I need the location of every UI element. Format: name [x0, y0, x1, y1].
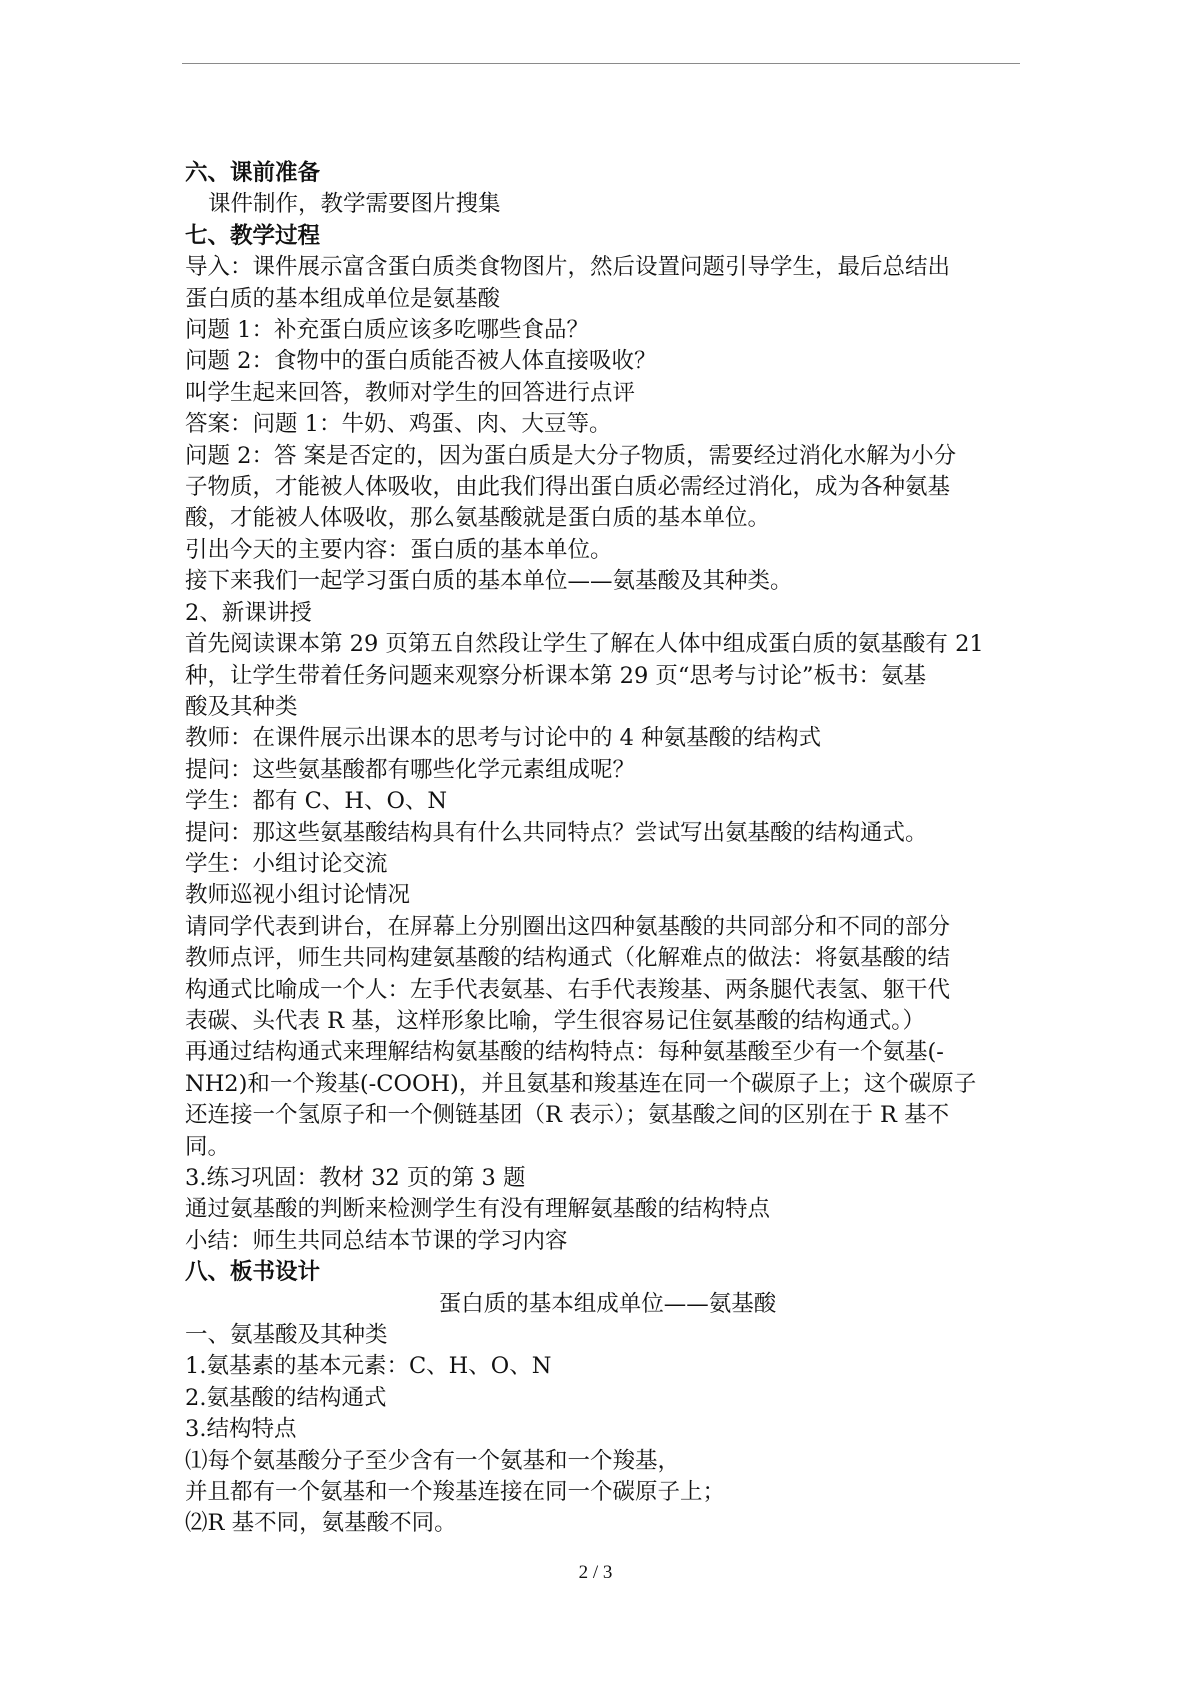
section-heading-preparation: 六、课前准备: [185, 160, 321, 186]
text-line: 3.结构特点: [185, 1416, 297, 1443]
section-heading-board-design: 八、板书设计: [185, 1259, 321, 1286]
text-line: 3.练习巩固：教材 32 页的第 3 题: [185, 1165, 526, 1191]
text-line: 表碳、头代表 R 基，这样形象比喻，学生很容易记住氨基酸的结构通式。）: [185, 1007, 925, 1034]
text-line: 问题 1：补充蛋白质应该多吃哪些食品？: [185, 317, 589, 344]
text-line: 问题 2：食物中的蛋白质能否被人体直接吸收？: [185, 348, 657, 375]
text-line: 1.氨基素的基本元素：C、H、O、N: [185, 1353, 552, 1380]
text-line: 答案：问题 1：牛奶、鸡蛋、肉、大豆等。: [185, 411, 612, 438]
text-line: 问题 2：答 案是否定的，因为蛋白质是大分子物质，需要经过消化水解为小分: [185, 442, 957, 469]
text-line: 种，让学生带着任务问题来观察分析课本第 29 页“思考与讨论”板书：氨基: [185, 662, 926, 689]
text-line: 酸，才能被人体吸收，那么氨基酸就是蛋白质的基本单位。: [185, 505, 771, 532]
text-line: 一、氨基酸及其种类: [185, 1322, 388, 1349]
board-title: 蛋白质的基本组成单位——氨基酸: [438, 1290, 777, 1317]
text-line: 教师点评，师生共同构建氨基酸的结构通式（化解难点的做法：将氨基酸的结: [185, 945, 951, 972]
text-line: 2.氨基酸的结构通式: [185, 1384, 387, 1411]
text-line: 同。: [185, 1133, 231, 1160]
text-line: 提问：那这些氨基酸结构具有什么共同特点？尝试写出氨基酸的结构通式。: [185, 819, 928, 846]
text-line: 教师：在课件展示出课本的思考与讨论中的 4 种氨基酸的结构式: [185, 725, 822, 752]
text-line: 再通过结构通式来理解结构氨基酸的结构特点：每种氨基酸至少有一个氨基(-: [185, 1039, 944, 1066]
text-line: 引出今天的主要内容：蛋白质的基本单位。: [185, 536, 613, 563]
text-line: 通过氨基酸的判断来检测学生有没有理解氨基酸的结构特点: [185, 1196, 771, 1223]
text-line: 还连接一个氢原子和一个侧链基团（R 表示）；氨基酸之间的区别在于 R 基不: [185, 1102, 950, 1129]
document-body: [185, 158, 1020, 1540]
text-line: 请同学代表到讲台，在屏幕上分别圈出这四种氨基酸的共同部分和不同的部分: [185, 913, 951, 940]
text-line: 学生：都有 C、H、O、N: [185, 788, 448, 815]
text-line: 并且都有一个氨基和一个羧基连接在同一个碳原子上；: [185, 1479, 726, 1506]
text-line: 酸及其种类: [185, 693, 298, 720]
text-line: 教师巡视小组讨论情况: [185, 882, 411, 909]
text-line: 小结：师生共同总结本节课的学习内容: [185, 1227, 568, 1254]
text-line: ⑴每个氨基酸分子至少含有一个氨基和一个羧基，: [185, 1447, 681, 1474]
section-heading-teaching-process: 七、教学过程: [185, 222, 321, 249]
header-rule: [182, 63, 1020, 64]
text-line: 接下来我们一起学习蛋白质的基本单位——氨基酸及其种类。: [185, 568, 793, 595]
text-line: 构通式比喻成一个人：左手代表氨基、右手代表羧基、两条腿代表氢、躯干代: [185, 976, 951, 1003]
text-line: 学生：小组讨论交流: [185, 850, 388, 877]
text-line: ⑵R 基不同，氨基酸不同。: [185, 1510, 457, 1537]
text-line: 2、新课讲授: [185, 599, 312, 626]
text-line: 首先阅读课本第 29 页第五自然段让学生了解在人体中组成蛋白质的氨基酸有 21: [185, 631, 984, 658]
text-line: 子物质，才能被人体吸收，由此我们得出蛋白质必需经过消化，成为各种氨基: [185, 474, 951, 501]
text-line: 提问：这些氨基酸都有哪些化学元素组成呢？: [185, 756, 636, 783]
text-line: 蛋白质的基本组成单位是氨基酸: [185, 285, 501, 312]
page-number: 2 / 3: [578, 1562, 613, 1583]
text-line: 叫学生起来回答，教师对学生的回答进行点评: [185, 379, 636, 406]
text-line: 导入：课件展示富含蛋白质类食物图片，然后设置问题引导学生，最后总结出: [185, 254, 951, 281]
text-line: NH2)和一个羧基(-COOH)，并且氨基和羧基连在同一个碳原子上；这个碳原子: [185, 1070, 977, 1097]
text-line: 课件制作，教学需要图片搜集: [208, 191, 501, 218]
